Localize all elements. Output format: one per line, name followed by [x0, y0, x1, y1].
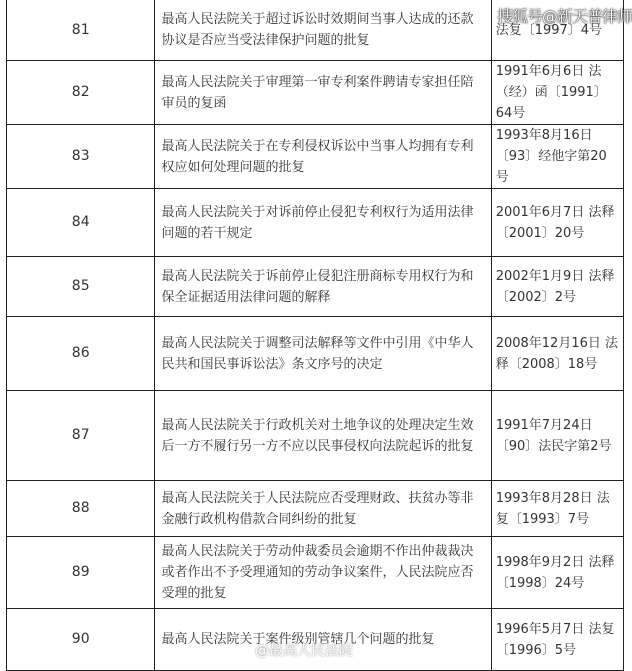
row-number: 86: [7, 317, 155, 391]
document-title: 最高人民法院关于诉前停止侵犯注册商标专用权行为和保全证据适用法律问题的解释: [155, 257, 491, 317]
document-number: 1993年8月28日 法复〔1993〕7号: [491, 481, 623, 537]
table-row: [7, 189, 624, 257]
table-row: [7, 257, 624, 317]
row-number: 83: [7, 125, 155, 189]
regulations-table: [6, 0, 624, 671]
table-row: [7, 537, 624, 609]
document-title: 最高人民法院关于劳动仲裁委员会逾期不作出仲裁裁决或者作出不予受理通知的劳动争议案件，人民法院应否受理的批复: [155, 537, 491, 609]
row-number: 82: [7, 61, 155, 125]
table-row: [7, 391, 624, 481]
document-title: 最高人民法院关于对诉前停止侵犯专利权行为适用法律问题的若干规定: [155, 189, 491, 257]
document-number: 1996年5月7日 法复〔1996〕5号: [491, 609, 623, 671]
document-number: 2002年1月9日 法释〔2002〕2号: [491, 257, 623, 317]
document-title: 最高人民法院关于人民法院应否受理财政、扶贫办等非金融行政机构借款合同纠纷的批复: [155, 481, 491, 537]
document-title: 最高人民法院关于案件级别管辖几个问题的批复: [155, 609, 491, 671]
row-number: 90: [7, 609, 155, 671]
document-number: 1998年9月2日 法释〔1998〕24号: [491, 537, 623, 609]
row-number: 81: [7, 0, 155, 61]
row-number: 84: [7, 189, 155, 257]
table-row: [7, 125, 624, 189]
row-number: 89: [7, 537, 155, 609]
row-number: 85: [7, 257, 155, 317]
row-number: 88: [7, 481, 155, 537]
document-number: 2001年6月7日 法释〔2001〕20号: [491, 189, 623, 257]
table-row: [7, 317, 624, 391]
document-title: 最高人民法院关于超过诉讼时效期间当事人达成的还款协议是否应当受法律保护问题的批复: [155, 0, 491, 61]
document-number: 1991年6月6日 法（经）函〔1991〕64号: [491, 61, 623, 125]
row-number: 87: [7, 391, 155, 481]
watermark-top: 搜狐号@新天普律师: [496, 7, 632, 26]
document-number: 1993年8月16日 〔93〕经他字第20号: [491, 125, 623, 189]
document-number: 1991年7月24日 〔90〕法民字第2号: [491, 391, 623, 481]
document-number: 法复〔1997〕4号: [491, 0, 623, 61]
document-title: 最高人民法院关于行政机关对土地争议的处理决定生效后一方不履行另一方不应以民事侵权向法院起诉的批复: [155, 391, 491, 481]
document-title: 最高人民法院关于调整司法解释等文件中引用《中华人民共和国民事诉讼法》条文序号的决定: [155, 317, 491, 391]
watermark-bottom: @最高人民法院: [255, 643, 353, 659]
table-row: [7, 481, 624, 537]
document-title: 最高人民法院关于在专利侵权诉讼中当事人均拥有专利权应如何处理问题的批复: [155, 125, 491, 189]
document-title: 最高人民法院关于审理第一审专利案件聘请专家担任陪审员的复函: [155, 61, 491, 125]
document-number: 2008年12月16日 法释〔2008〕18号: [491, 317, 623, 391]
table-row: [7, 61, 624, 125]
